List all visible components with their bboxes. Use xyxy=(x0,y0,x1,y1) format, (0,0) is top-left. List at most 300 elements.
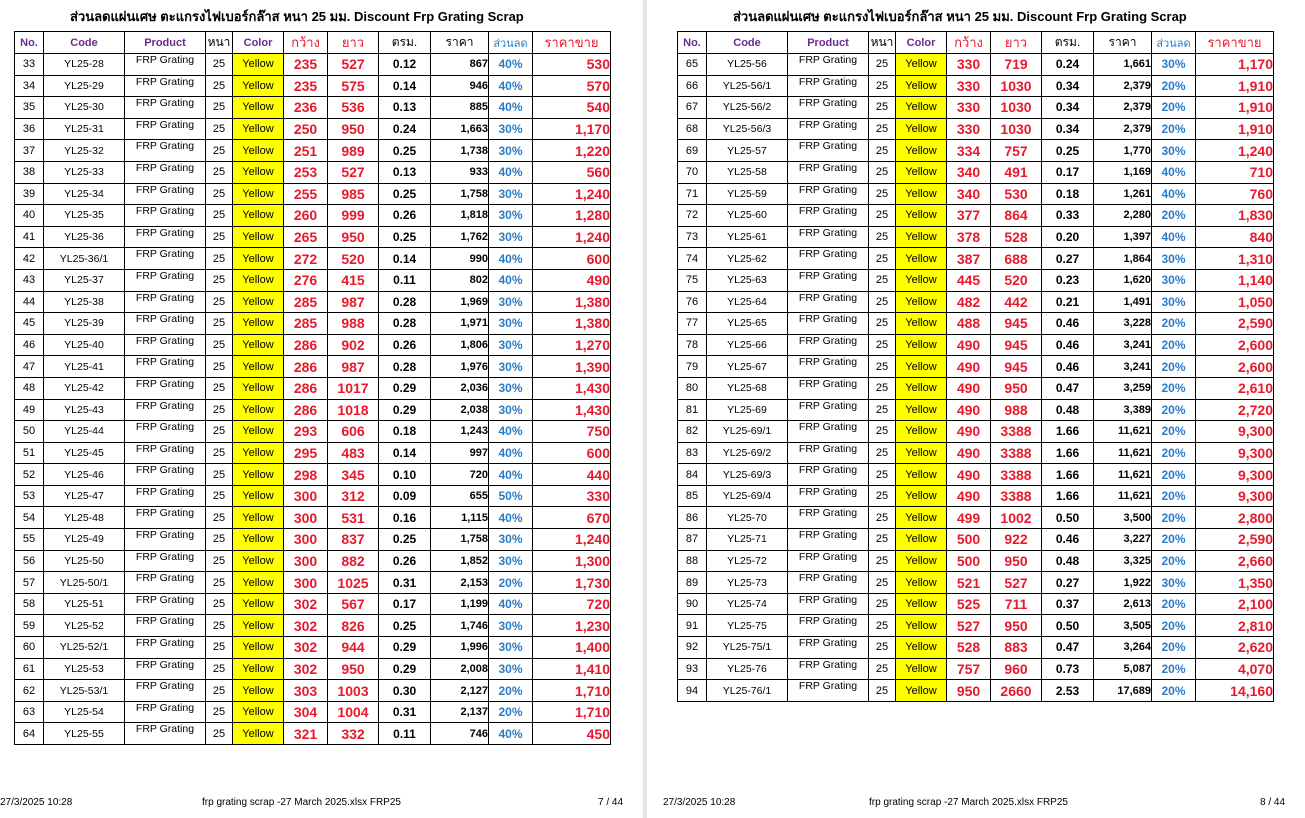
cell-no: 65 xyxy=(678,54,707,76)
cell-product: FRP Grating xyxy=(788,442,869,464)
header-product: Product xyxy=(125,32,206,54)
cell-code: YL25-67 xyxy=(707,356,788,378)
cell-area: 0.29 xyxy=(379,377,431,399)
cell-area: 0.25 xyxy=(379,615,431,637)
cell-no: 40 xyxy=(15,205,44,227)
cell-no: 78 xyxy=(678,334,707,356)
cell-color: Yellow xyxy=(233,399,284,421)
table-row xyxy=(15,421,611,443)
cell-length: 1030 xyxy=(991,118,1042,140)
cell-no: 87 xyxy=(678,529,707,551)
cell-price: 2,008 xyxy=(431,658,489,680)
cell-no: 45 xyxy=(15,313,44,335)
cell-length: 520 xyxy=(991,269,1042,291)
table-row xyxy=(678,680,1274,702)
table-row xyxy=(678,421,1274,443)
cell-no: 67 xyxy=(678,97,707,119)
cell-color: Yellow xyxy=(233,464,284,486)
cell-discount: 20% xyxy=(1152,421,1196,443)
cell-color: Yellow xyxy=(896,183,947,205)
cell-width: 286 xyxy=(284,356,328,378)
cell-sale-price: 1,430 xyxy=(533,377,611,399)
cell-discount: 20% xyxy=(1152,550,1196,572)
cell-area: 0.17 xyxy=(1042,161,1094,183)
cell-thickness: 25 xyxy=(206,248,233,270)
table-row xyxy=(15,701,611,723)
cell-product: FRP Grating xyxy=(125,54,206,76)
cell-code: YL25-71 xyxy=(707,529,788,551)
table-row xyxy=(678,54,1274,76)
header-row xyxy=(678,32,1274,54)
cell-thickness: 25 xyxy=(869,291,896,313)
cell-thickness: 25 xyxy=(869,593,896,615)
cell-no: 48 xyxy=(15,377,44,399)
page-title: ส่วนลดแผ่นเศษ ตะแกรงไฟเบอร์กล๊าส หนา 25 มม. Discount Frp Grating Scrap xyxy=(70,9,524,24)
cell-area: 0.20 xyxy=(1042,226,1094,248)
cell-color: Yellow xyxy=(896,421,947,443)
header-length: ยาว xyxy=(991,32,1042,54)
cell-color: Yellow xyxy=(896,118,947,140)
table-row xyxy=(678,248,1274,270)
cell-discount: 20% xyxy=(1152,442,1196,464)
cell-thickness: 25 xyxy=(869,485,896,507)
table-row xyxy=(15,97,611,119)
cell-product: FRP Grating xyxy=(788,313,869,335)
table-row xyxy=(678,464,1274,486)
cell-length: 757 xyxy=(991,140,1042,162)
cell-thickness: 25 xyxy=(206,421,233,443)
cell-sale-price: 1,410 xyxy=(533,658,611,680)
cell-color: Yellow xyxy=(896,334,947,356)
cell-no: 33 xyxy=(15,54,44,76)
cell-area: 0.46 xyxy=(1042,356,1094,378)
cell-area: 0.25 xyxy=(379,140,431,162)
cell-sale-price: 1,170 xyxy=(1196,54,1274,76)
header-width: กว้าง xyxy=(284,32,328,54)
cell-width: 757 xyxy=(947,658,991,680)
cell-discount: 20% xyxy=(1152,118,1196,140)
cell-length: 988 xyxy=(991,399,1042,421)
cell-no: 39 xyxy=(15,183,44,205)
cell-product: FRP Grating xyxy=(125,334,206,356)
cell-sale-price: 530 xyxy=(533,54,611,76)
cell-code: YL25-29 xyxy=(44,75,125,97)
cell-price: 2,280 xyxy=(1094,205,1152,227)
cell-discount: 30% xyxy=(489,226,533,248)
cell-product: FRP Grating xyxy=(125,658,206,680)
cell-width: 302 xyxy=(284,658,328,680)
cell-thickness: 25 xyxy=(869,658,896,680)
cell-thickness: 25 xyxy=(869,118,896,140)
cell-color: Yellow xyxy=(896,161,947,183)
header-code: Code xyxy=(44,32,125,54)
cell-width: 445 xyxy=(947,269,991,291)
cell-length: 950 xyxy=(328,226,379,248)
cell-length: 719 xyxy=(991,54,1042,76)
header-color: Color xyxy=(896,32,947,54)
cell-discount: 20% xyxy=(1152,529,1196,551)
cell-length: 985 xyxy=(328,183,379,205)
cell-product: FRP Grating xyxy=(788,75,869,97)
cell-product: FRP Grating xyxy=(788,248,869,270)
cell-sale-price: 2,590 xyxy=(1196,529,1274,551)
cell-no: 57 xyxy=(15,572,44,594)
cell-price: 2,153 xyxy=(431,572,489,594)
cell-width: 304 xyxy=(284,701,328,723)
cell-length: 950 xyxy=(991,615,1042,637)
cell-product: FRP Grating xyxy=(788,183,869,205)
cell-area: 0.46 xyxy=(1042,313,1094,335)
table-row xyxy=(678,572,1274,594)
cell-area: 0.31 xyxy=(379,572,431,594)
cell-product: FRP Grating xyxy=(788,680,869,702)
cell-no: 71 xyxy=(678,183,707,205)
cell-color: Yellow xyxy=(896,550,947,572)
cell-code: YL25-63 xyxy=(707,269,788,291)
table-row xyxy=(15,313,611,335)
cell-discount: 20% xyxy=(489,572,533,594)
cell-no: 90 xyxy=(678,593,707,615)
cell-price: 17,689 xyxy=(1094,680,1152,702)
cell-width: 330 xyxy=(947,97,991,119)
cell-thickness: 25 xyxy=(869,334,896,356)
cell-price: 1,661 xyxy=(1094,54,1152,76)
cell-width: 298 xyxy=(284,464,328,486)
cell-price: 1,491 xyxy=(1094,291,1152,313)
cell-code: YL25-51 xyxy=(44,593,125,615)
cell-product: FRP Grating xyxy=(788,291,869,313)
cell-product: FRP Grating xyxy=(788,118,869,140)
cell-area: 0.34 xyxy=(1042,97,1094,119)
cell-area: 1.66 xyxy=(1042,442,1094,464)
cell-price: 11,621 xyxy=(1094,464,1152,486)
cell-discount: 20% xyxy=(1152,97,1196,119)
cell-width: 286 xyxy=(284,334,328,356)
cell-code: YL25-34 xyxy=(44,183,125,205)
cell-price: 1,115 xyxy=(431,507,489,529)
header-sale-price: ราคาขาย xyxy=(533,32,611,54)
cell-discount: 40% xyxy=(489,161,533,183)
cell-thickness: 25 xyxy=(206,161,233,183)
cell-code: YL25-60 xyxy=(707,205,788,227)
cell-thickness: 25 xyxy=(869,54,896,76)
cell-product: FRP Grating xyxy=(125,550,206,572)
cell-code: YL25-35 xyxy=(44,205,125,227)
cell-length: 567 xyxy=(328,593,379,615)
cell-no: 53 xyxy=(15,485,44,507)
cell-sale-price: 1,710 xyxy=(533,701,611,723)
cell-product: FRP Grating xyxy=(125,442,206,464)
cell-sale-price: 710 xyxy=(1196,161,1274,183)
table-row xyxy=(678,399,1274,421)
cell-product: FRP Grating xyxy=(788,269,869,291)
table-row xyxy=(15,680,611,702)
cell-width: 378 xyxy=(947,226,991,248)
cell-color: Yellow xyxy=(233,140,284,162)
cell-color: Yellow xyxy=(233,377,284,399)
table-row xyxy=(15,464,611,486)
cell-area: 0.30 xyxy=(379,680,431,702)
cell-code: YL25-36/1 xyxy=(44,248,125,270)
cell-code: YL25-50 xyxy=(44,550,125,572)
cell-area: 0.09 xyxy=(379,485,431,507)
cell-price: 2,379 xyxy=(1094,75,1152,97)
cell-no: 74 xyxy=(678,248,707,270)
cell-price: 1,971 xyxy=(431,313,489,335)
cell-discount: 40% xyxy=(489,593,533,615)
cell-price: 1,397 xyxy=(1094,226,1152,248)
scrap-table xyxy=(14,31,611,745)
cell-width: 260 xyxy=(284,205,328,227)
cell-length: 491 xyxy=(991,161,1042,183)
cell-no: 56 xyxy=(15,550,44,572)
cell-discount: 40% xyxy=(1152,161,1196,183)
table-row xyxy=(15,593,611,615)
cell-discount: 30% xyxy=(489,550,533,572)
cell-area: 0.50 xyxy=(1042,507,1094,529)
cell-discount: 30% xyxy=(1152,269,1196,291)
cell-no: 42 xyxy=(15,248,44,270)
cell-area: 0.23 xyxy=(1042,269,1094,291)
cell-area: 0.13 xyxy=(379,161,431,183)
cell-width: 272 xyxy=(284,248,328,270)
cell-thickness: 25 xyxy=(206,723,233,745)
cell-area: 0.34 xyxy=(1042,75,1094,97)
header-discount: ส่วนลด xyxy=(1152,32,1196,54)
cell-area: 0.13 xyxy=(379,97,431,119)
footer-filename: frp grating scrap -27 March 2025.xlsx FRP25 xyxy=(202,797,401,808)
cell-width: 265 xyxy=(284,226,328,248)
cell-sale-price: 4,070 xyxy=(1196,658,1274,680)
cell-no: 81 xyxy=(678,399,707,421)
cell-product: FRP Grating xyxy=(125,507,206,529)
cell-thickness: 25 xyxy=(869,637,896,659)
cell-code: YL25-74 xyxy=(707,593,788,615)
cell-price: 1,243 xyxy=(431,421,489,443)
cell-code: YL25-73 xyxy=(707,572,788,594)
cell-color: Yellow xyxy=(896,485,947,507)
cell-length: 945 xyxy=(991,334,1042,356)
cell-color: Yellow xyxy=(233,485,284,507)
cell-width: 302 xyxy=(284,637,328,659)
cell-discount: 30% xyxy=(489,291,533,313)
cell-length: 999 xyxy=(328,205,379,227)
cell-price: 3,389 xyxy=(1094,399,1152,421)
cell-price: 867 xyxy=(431,54,489,76)
cell-product: FRP Grating xyxy=(788,54,869,76)
cell-discount: 30% xyxy=(1152,54,1196,76)
cell-discount: 20% xyxy=(1152,205,1196,227)
cell-area: 0.37 xyxy=(1042,593,1094,615)
table-row xyxy=(678,593,1274,615)
cell-sale-price: 2,660 xyxy=(1196,550,1274,572)
header-area: ตรม. xyxy=(1042,32,1094,54)
cell-discount: 20% xyxy=(1152,485,1196,507)
footer-page-number: 8 / 44 xyxy=(1260,797,1286,808)
cell-width: 235 xyxy=(284,75,328,97)
cell-price: 946 xyxy=(431,75,489,97)
cell-length: 950 xyxy=(991,550,1042,572)
cell-sale-price: 600 xyxy=(533,442,611,464)
cell-sale-price: 490 xyxy=(533,269,611,291)
cell-thickness: 25 xyxy=(869,97,896,119)
cell-sale-price: 1,310 xyxy=(1196,248,1274,270)
cell-product: FRP Grating xyxy=(125,637,206,659)
cell-sale-price: 2,800 xyxy=(1196,507,1274,529)
cell-no: 86 xyxy=(678,507,707,529)
cell-no: 59 xyxy=(15,615,44,637)
cell-discount: 20% xyxy=(489,701,533,723)
cell-discount: 40% xyxy=(489,54,533,76)
cell-length: 1018 xyxy=(328,399,379,421)
cell-product: FRP Grating xyxy=(788,507,869,529)
cell-product: FRP Grating xyxy=(788,140,869,162)
cell-discount: 20% xyxy=(1152,313,1196,335)
cell-price: 2,038 xyxy=(431,399,489,421)
cell-length: 1030 xyxy=(991,97,1042,119)
cell-no: 92 xyxy=(678,637,707,659)
cell-code: YL25-55 xyxy=(44,723,125,745)
cell-product: FRP Grating xyxy=(125,464,206,486)
cell-thickness: 25 xyxy=(869,313,896,335)
cell-color: Yellow xyxy=(896,529,947,551)
cell-width: 490 xyxy=(947,421,991,443)
cell-area: 0.29 xyxy=(379,658,431,680)
cell-sale-price: 1,380 xyxy=(533,291,611,313)
cell-thickness: 25 xyxy=(206,97,233,119)
header-price: ราคา xyxy=(1094,32,1152,54)
table-row xyxy=(15,377,611,399)
cell-color: Yellow xyxy=(896,377,947,399)
cell-code: YL25-69/3 xyxy=(707,464,788,486)
cell-product: FRP Grating xyxy=(125,183,206,205)
cell-price: 3,505 xyxy=(1094,615,1152,637)
cell-width: 377 xyxy=(947,205,991,227)
cell-price: 1,922 xyxy=(1094,572,1152,594)
table-row xyxy=(15,75,611,97)
cell-area: 0.18 xyxy=(1042,183,1094,205)
cell-color: Yellow xyxy=(896,356,947,378)
cell-width: 340 xyxy=(947,161,991,183)
cell-discount: 40% xyxy=(489,269,533,291)
cell-code: YL25-56/3 xyxy=(707,118,788,140)
cell-product: FRP Grating xyxy=(125,399,206,421)
cell-sale-price: 1,390 xyxy=(533,356,611,378)
cell-width: 300 xyxy=(284,550,328,572)
cell-area: 1.66 xyxy=(1042,464,1094,486)
cell-color: Yellow xyxy=(233,118,284,140)
footer-filename: frp grating scrap -27 March 2025.xlsx FRP25 xyxy=(869,797,1068,808)
cell-no: 51 xyxy=(15,442,44,464)
cell-width: 253 xyxy=(284,161,328,183)
cell-width: 527 xyxy=(947,615,991,637)
cell-width: 490 xyxy=(947,399,991,421)
cell-price: 1,976 xyxy=(431,356,489,378)
cell-product: FRP Grating xyxy=(788,226,869,248)
cell-area: 0.11 xyxy=(379,723,431,745)
cell-color: Yellow xyxy=(896,97,947,119)
cell-sale-price: 1,240 xyxy=(533,226,611,248)
cell-price: 11,621 xyxy=(1094,485,1152,507)
cell-area: 0.47 xyxy=(1042,377,1094,399)
cell-no: 61 xyxy=(15,658,44,680)
cell-sale-price: 2,810 xyxy=(1196,615,1274,637)
table-row xyxy=(15,54,611,76)
cell-width: 490 xyxy=(947,485,991,507)
cell-discount: 30% xyxy=(489,658,533,680)
cell-code: YL25-39 xyxy=(44,313,125,335)
cell-length: 312 xyxy=(328,485,379,507)
cell-area: 0.28 xyxy=(379,356,431,378)
cell-width: 276 xyxy=(284,269,328,291)
cell-price: 997 xyxy=(431,442,489,464)
cell-price: 3,500 xyxy=(1094,507,1152,529)
cell-length: 922 xyxy=(991,529,1042,551)
cell-thickness: 25 xyxy=(206,464,233,486)
cell-product: FRP Grating xyxy=(788,550,869,572)
table-row xyxy=(678,615,1274,637)
cell-no: 55 xyxy=(15,529,44,551)
cell-discount: 40% xyxy=(489,421,533,443)
table-row xyxy=(15,507,611,529)
cell-discount: 20% xyxy=(1152,75,1196,97)
cell-thickness: 25 xyxy=(869,377,896,399)
table-row xyxy=(678,334,1274,356)
cell-area: 0.25 xyxy=(379,226,431,248)
cell-no: 83 xyxy=(678,442,707,464)
cell-code: YL25-38 xyxy=(44,291,125,313)
table-row xyxy=(15,658,611,680)
table-row xyxy=(678,226,1274,248)
cell-area: 0.34 xyxy=(1042,118,1094,140)
header-discount: ส่วนลด xyxy=(489,32,533,54)
cell-thickness: 25 xyxy=(869,161,896,183)
cell-length: 1030 xyxy=(991,75,1042,97)
table-row xyxy=(15,529,611,551)
cell-width: 255 xyxy=(284,183,328,205)
cell-length: 1003 xyxy=(328,680,379,702)
table-row xyxy=(15,442,611,464)
page-7 xyxy=(0,0,643,818)
cell-area: 0.24 xyxy=(379,118,431,140)
cell-no: 84 xyxy=(678,464,707,486)
cell-sale-price: 1,050 xyxy=(1196,291,1274,313)
cell-discount: 40% xyxy=(489,507,533,529)
cell-no: 43 xyxy=(15,269,44,291)
cell-color: Yellow xyxy=(896,313,947,335)
cell-width: 490 xyxy=(947,377,991,399)
cell-code: YL25-44 xyxy=(44,421,125,443)
cell-width: 330 xyxy=(947,54,991,76)
cell-price: 5,087 xyxy=(1094,658,1152,680)
cell-length: 950 xyxy=(991,377,1042,399)
cell-width: 302 xyxy=(284,593,328,615)
cell-length: 1017 xyxy=(328,377,379,399)
cell-area: 0.25 xyxy=(1042,140,1094,162)
cell-product: FRP Grating xyxy=(125,140,206,162)
cell-area: 0.50 xyxy=(1042,615,1094,637)
cell-price: 3,241 xyxy=(1094,334,1152,356)
cell-product: FRP Grating xyxy=(788,97,869,119)
cell-area: 0.46 xyxy=(1042,529,1094,551)
cell-thickness: 25 xyxy=(869,140,896,162)
cell-color: Yellow xyxy=(896,658,947,680)
cell-area: 0.10 xyxy=(379,464,431,486)
cell-width: 490 xyxy=(947,442,991,464)
table-row xyxy=(678,97,1274,119)
cell-area: 0.28 xyxy=(379,313,431,335)
cell-area: 0.48 xyxy=(1042,399,1094,421)
